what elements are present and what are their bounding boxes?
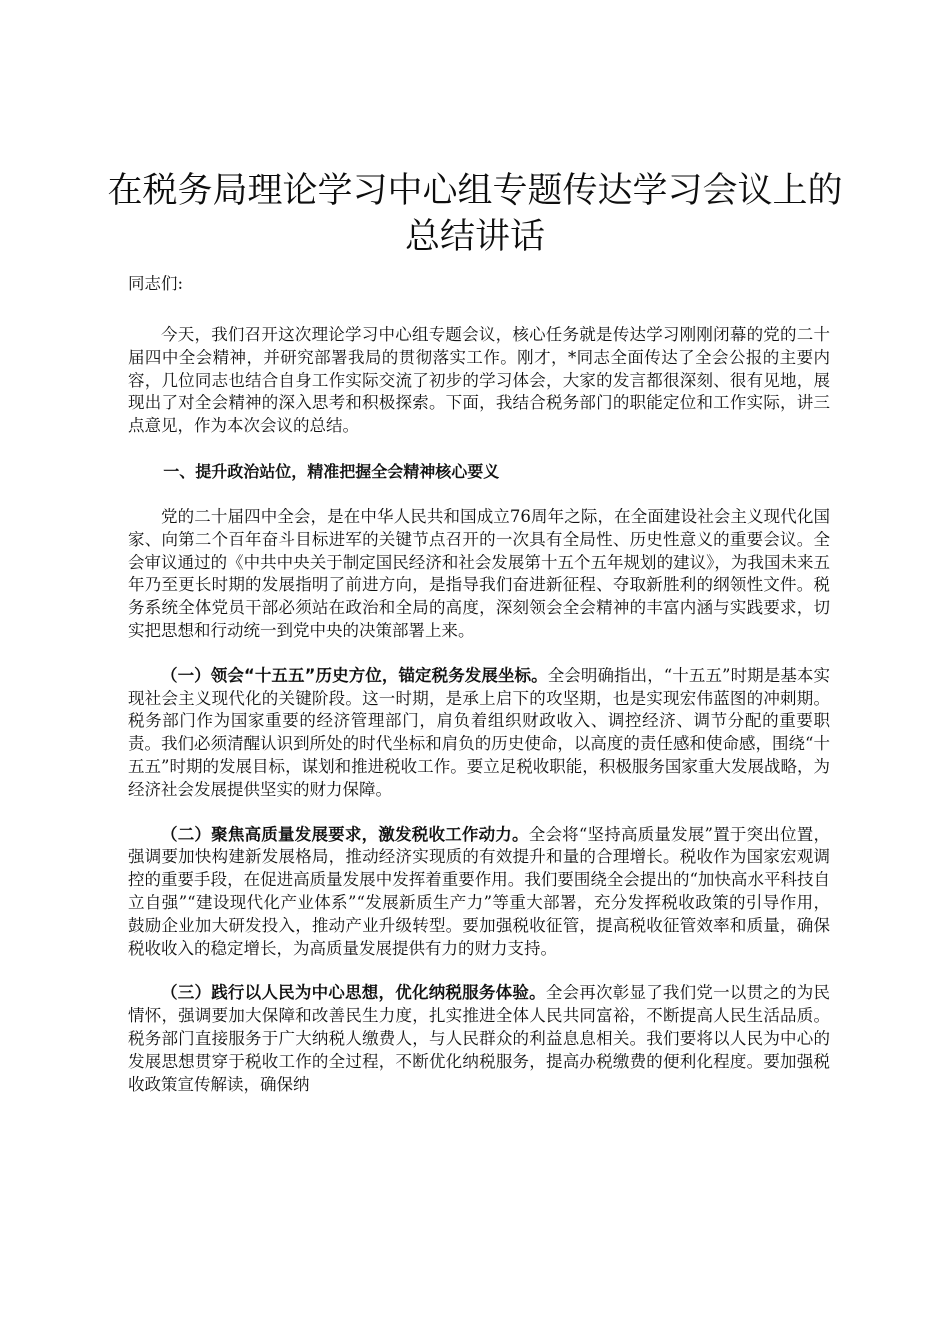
document-body <box>128 270 830 1118</box>
point-2-text: 全会将“坚持高质量发展”置于突出位置，强调要加快构建新发展格局，推动经济实现质的有效提升和量的合理增长。税收作为国家宏观调控的重要手段，在促进高质量发展中发挥着重要作用。我们要围绕全会提出的“加快高水平科技自立自强”“建设现代化产业体系”“发展新质生产力”等重大部署，充分发挥税收政策的引导作用，鼓励企业加大研发投入，推动产业升级转型。要加强税收征管，提高税收征管效率和质量，确保税收收入的稳定增长，为高质量发展提供有力的财力支持。 <box>128 824 831 958</box>
section-1-heading: 一、提升政治站位，精准把握全会精神核心要义 <box>163 461 500 481</box>
point-1-text: 全会明确指出，“十五五”时期是基本实现社会主义现代化的关键阶段。这一时期，是承上启下的攻坚期，也是实现宏伟蓝图的冲刺期。税务部门作为国家重要的经济管理部门，肩负着组织财政收入、调控经济、调节分配的重要职责。我们必须清醒认识到所处的时代坐标和肩负的历史使命，以高度的责任感和使命感，围绕“十五五”时期的发展目标，谋划和推进税收工作。要立足税收职能，积极服务国家重大发展战略，为经济社会发展提供坚实的财力保障。 <box>128 665 830 799</box>
point-3-text: 全会再次彰显了我们党一以贯之的为民情怀，强调要加大保障和改善民生力度，扎实推进全体人民共同富裕，不断提高人民生活品质。税务部门直接服务于广大纳税人缴费人，与人民群众的利益息息相关。我们要将以人民为中心的发展思想贯穿于税收工作的全过程，不断优化纳税服务，提高办税缴费的便利化程度。要加强税收政策宣传解读，确保纳 <box>128 983 831 1094</box>
point-1-paragraph <box>128 665 830 802</box>
point-2-paragraph <box>128 824 830 961</box>
point-3-paragraph <box>128 982 830 1096</box>
point-1-lead: （一）领会“十五五”历史方位，锚定税务发展坐标。 <box>161 665 548 685</box>
point-3-lead: （三）践行以人民为中心思想，优化纳税服务体验。 <box>161 983 546 1003</box>
point-2-lead: （二）聚焦高质量发展要求，激发税收工作动力。 <box>161 824 529 844</box>
document-title: 在税务局理论学习中心组专题传达学习会议上的总结讲话 <box>107 171 843 257</box>
section-1-paragraph: 党的二十届四中全会，是在中华人民共和国成立76周年之际，在全面建设社会主义现代化国家、向第二个百年奋斗目标进军的关键节点召开的一次具有全局性、历史性意义的重要会议。全会审议通过的《中共中央关于制定国民经济和社会发展第十五个五年规划的建议》，为我国未来五年乃至更长时期的发展指明了前进方向，是指导我们奋进新征程、夺取新胜利的纲领性文件。税务系统全体党员干部必须站在政治和全局的高度，深刻领会全会精神的丰富内涵与实践要求，切实把思想和行动统一到党中央的决策部署上来。 <box>128 506 830 640</box>
salutation: 同志们: <box>128 274 184 293</box>
intro-paragraph: 今天，我们召开这次理论学习中心组专题会议，核心任务就是传达学习刚刚闭幕的党的二十届四中全会精神，并研究部署我局的贯彻落实工作。刚才，*同志全面传达了全会公报的主要内容，几位同志也结合自身工作实际交流了初步的学习体会，大家的发言都很深刻、很有见地，展现出了对全会精神的深入思考和积极探索。下面，我结合税务部门的职能定位和工作实际，讲三点意见，作为本次会议的总结。 <box>128 325 830 436</box>
